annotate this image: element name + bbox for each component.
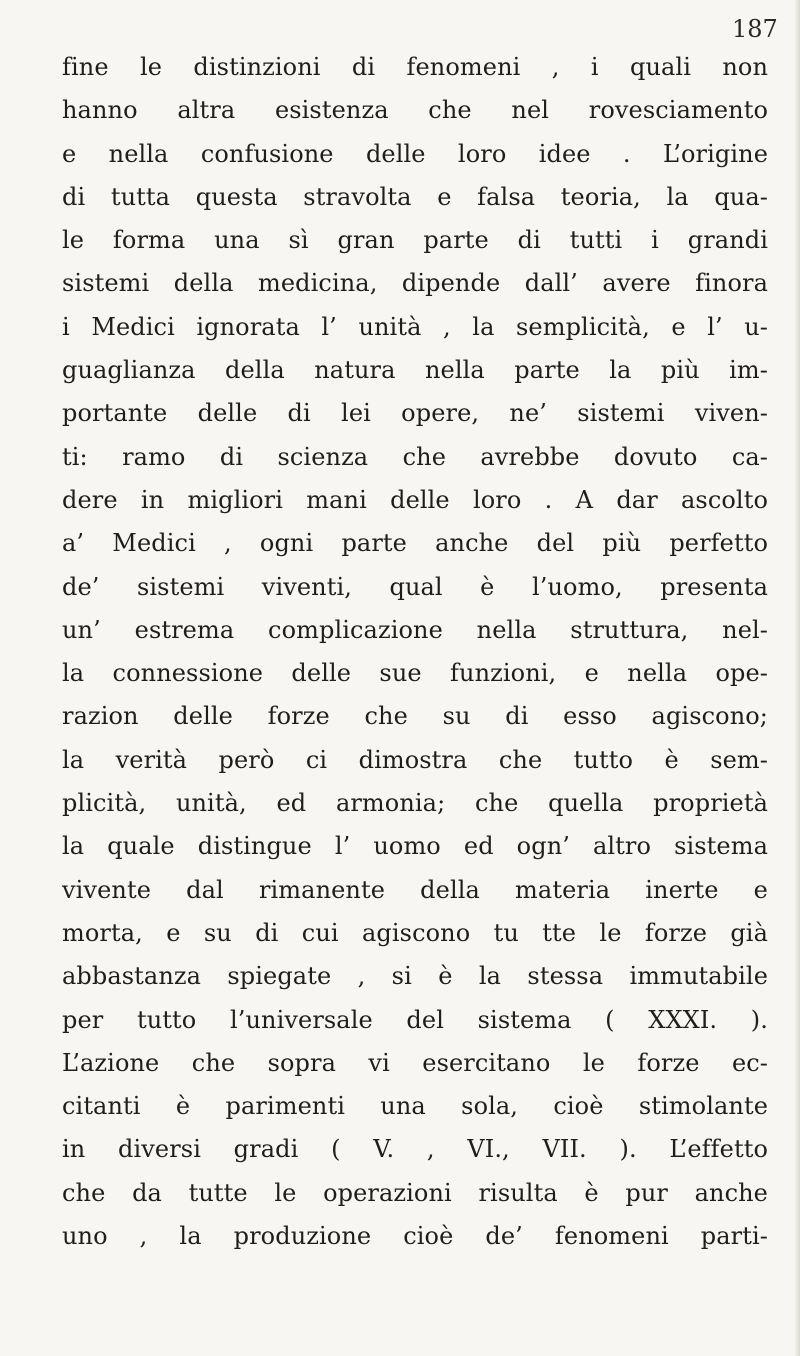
text-line: dere in migliori mani delle loro . A dar ascolto [62,485,768,514]
text-line: citanti è parimenti una sola, cioè stimolante [62,1092,768,1121]
text-line: a’ Medici , ogni parte anche del più perfetto [62,529,768,558]
page-edge [794,0,800,1356]
text-line: fine le distinzioni di fenomeni , i quali non [62,53,768,81]
text-line: de’ sistemi viventi, qual è l’uomo, presenta [62,572,768,601]
text-line: i Medici ignorata l’ unità , la semplicità, e l’ u- [62,312,768,341]
text-line: in diversi gradi ( V. , VI., VII. ). L’effetto [62,1135,768,1164]
text-line: morta, e su di cui agiscono tu tte le forze già [62,918,768,947]
text-line: la connessione delle sue funzioni, e nella ope- [62,659,768,688]
page-number: 187 [732,15,778,43]
text-line: la verità però ci dimostra che tutto è sem- [62,745,768,774]
text-line: vivente dal rimanente della materia inerte e [62,875,768,904]
text-line: sistemi della medicina, dipende dall’ avere finora [62,269,768,298]
text-line: per tutto l’universale del sistema ( XXXI. ). [62,1005,768,1034]
text-line: guaglianza della natura nella parte la più im- [62,356,768,385]
text-line: plicità, unità, ed armonia; che quella proprietà [62,789,768,818]
text-line: la quale distingue l’ uomo ed ogn’ altro sistema [62,832,768,861]
text-line: portante delle di lei opere, ne’ sistemi viven- [62,399,768,428]
text-line: un’ estrema complicazione nella struttura, nel- [62,615,768,644]
text-line: ti: ramo di scienza che avrebbe dovuto ca- [62,442,768,471]
text-line: L’azione che sopra vi esercitano le forze ec- [62,1048,768,1077]
text-line: le forma una sì gran parte di tutti i grandi [62,226,768,255]
text-line: uno , la produzione cioè de’ fenomeni parti- [62,1222,768,1251]
text-line: e nella confusione delle loro idee . L’origine [62,139,768,168]
text-line: che da tutte le operazioni risulta è pur anche [62,1178,768,1207]
text-line: razion delle forze che su di esso agiscono; [62,702,768,731]
text-line: di tutta questa stravolta e falsa teoria, la qua- [62,182,768,211]
text-line: abbastanza spiegate , si è la stessa immutabile [62,962,768,991]
body-text [62,46,768,1258]
text-line: hanno altra esistenza che nel rovesciamento [62,96,768,125]
